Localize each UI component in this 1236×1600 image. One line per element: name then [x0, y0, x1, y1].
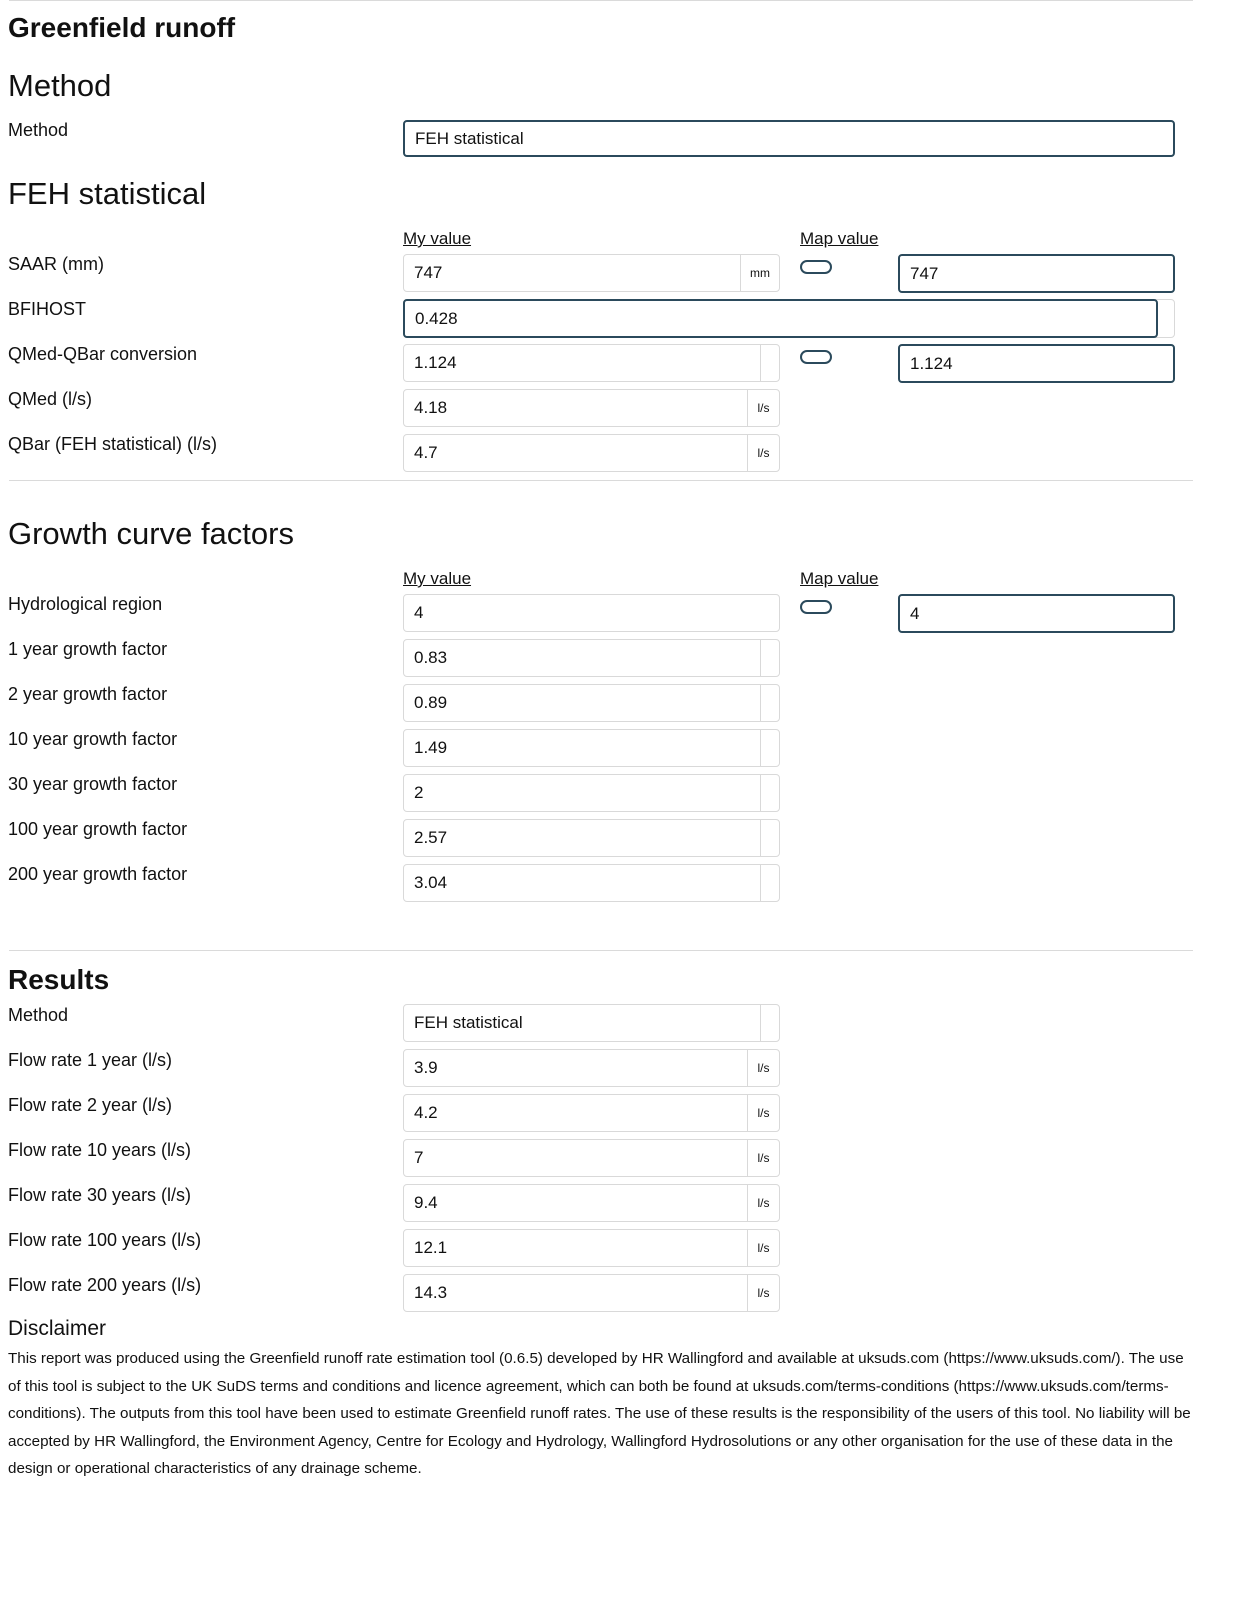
flow-rate-unit: l/s	[747, 1275, 779, 1311]
growth-label: 1 year growth factor	[8, 639, 168, 659]
growth-stub	[760, 730, 779, 766]
growth-label: 10 year growth factor	[8, 729, 178, 749]
qmed-unit: l/s	[747, 390, 779, 426]
growth-value: 0.83	[414, 648, 448, 667]
region-map-value: 4	[910, 604, 920, 623]
flow-rate-unit: l/s	[747, 1185, 779, 1221]
growth-stub	[760, 820, 779, 856]
saar-label: SAAR (mm)	[8, 254, 104, 274]
disclaimer-title: Disclaimer	[8, 1317, 107, 1340]
growth-input[interactable]	[403, 684, 780, 722]
growth-label: 30 year growth factor	[8, 774, 178, 794]
growth-stub	[760, 685, 779, 721]
saar-value: 747	[414, 263, 443, 282]
growth-my-value-header[interactable]: My value	[403, 569, 472, 588]
feh-divider	[9, 480, 1193, 481]
method-label: Method	[8, 120, 69, 140]
flow-rate-unit: l/s	[747, 1095, 779, 1131]
qmed-qbar-value: 1.124	[414, 353, 457, 372]
growth-map-value-header[interactable]: Map value	[800, 569, 879, 588]
flow-rate-unit: l/s	[747, 1050, 779, 1086]
saar-map-toggle[interactable]	[800, 260, 832, 274]
qmed-input[interactable]	[403, 389, 780, 427]
region-label: Hydrological region	[8, 594, 163, 614]
growth-input[interactable]	[403, 819, 780, 857]
saar-input[interactable]	[403, 254, 780, 292]
top-divider	[9, 0, 1193, 1]
region-input[interactable]	[403, 594, 780, 632]
flow-rate-value: 12.1	[414, 1238, 448, 1257]
flow-rate-label: Flow rate 1 year (l/s)	[8, 1050, 173, 1070]
growth-label: 100 year growth factor	[8, 819, 188, 839]
results-method-value: FEH statistical	[414, 1013, 523, 1032]
qmed-qbar-label: QMed-QBar conversion	[8, 344, 198, 364]
flow-rate-label: Flow rate 10 years (l/s)	[8, 1140, 192, 1160]
disclaimer-text: This report was produced using the Greenfield runoff rate estimation tool (0.6.5) developed by HR Wallingford and available at uksuds.com (https://www.uksuds.com/). The use of this tool is subject to the UK SuDS terms and conditions and licence agreement, which can both be found at uksuds.com/terms-conditions (https://www.uksuds.com/terms-conditions). The outputs from this tool have been used to estimate Greenfield runoff rates. The use of these results is the responsibility of the users of this tool. No liability will be accepted by HR Wallingford, the Environment Agency, Centre for Ecology and Hydrology, Wallingford Hydrosolutions or any other organisation for the use of these data in the design or operational characteristics of any drainage scheme.	[8, 1350, 1191, 1477]
method-heading: Method	[8, 68, 112, 103]
region-value: 4	[414, 603, 424, 622]
saar-map-value-field[interactable]	[898, 254, 1175, 293]
flow-rate-label: Flow rate 2 year (l/s)	[8, 1095, 173, 1115]
growth-input[interactable]	[403, 774, 780, 812]
method-select[interactable]	[403, 120, 1175, 157]
growth-divider	[9, 950, 1193, 951]
qmed-qbar-input[interactable]	[403, 344, 780, 382]
bfihost-label: BFIHOST	[8, 299, 87, 319]
growth-input[interactable]	[403, 729, 780, 767]
results-method-stub	[760, 1005, 779, 1041]
qmed-qbar-stub	[760, 345, 779, 381]
bfihost-value: 0.428	[415, 309, 458, 328]
page-title: Greenfield runoff	[8, 12, 236, 43]
growth-value: 2	[414, 783, 424, 802]
growth-input[interactable]	[403, 639, 780, 677]
flow-rate-value: 9.4	[414, 1193, 438, 1212]
results-method-label: Method	[8, 1005, 69, 1025]
method-select-value: FEH statistical	[415, 129, 524, 148]
growth-stub	[760, 640, 779, 676]
qmed-label: QMed (l/s)	[8, 389, 93, 409]
flow-rate-value: 4.2	[414, 1103, 438, 1122]
flow-rate-value: 7	[414, 1148, 424, 1167]
flow-rate-field[interactable]	[403, 1184, 780, 1222]
flow-rate-field[interactable]	[403, 1229, 780, 1267]
growth-value: 3.04	[414, 873, 448, 892]
growth-heading: Growth curve factors	[8, 516, 294, 551]
feh-heading: FEH statistical	[8, 176, 207, 211]
flow-rate-field[interactable]	[403, 1274, 780, 1312]
flow-rate-field[interactable]	[403, 1049, 780, 1087]
results-method-field[interactable]	[403, 1004, 780, 1042]
qmed-qbar-map-toggle[interactable]	[800, 350, 832, 364]
flow-rate-field[interactable]	[403, 1139, 780, 1177]
growth-value: 0.89	[414, 693, 448, 712]
growth-value: 1.49	[414, 738, 448, 757]
flow-rate-value: 14.3	[414, 1283, 448, 1302]
flow-rate-label: Flow rate 100 years (l/s)	[8, 1230, 202, 1250]
saar-unit: mm	[740, 255, 779, 291]
qmed-qbar-map-value: 1.124	[910, 354, 953, 373]
qmed-value: 4.18	[414, 398, 448, 417]
qbar-unit: l/s	[747, 435, 779, 471]
region-map-toggle[interactable]	[800, 600, 832, 614]
growth-label: 2 year growth factor	[8, 684, 168, 704]
results-heading: Results	[8, 964, 110, 995]
qbar-value: 4.7	[414, 443, 438, 462]
feh-my-value-header[interactable]: My value	[403, 229, 472, 248]
qbar-input[interactable]	[403, 434, 780, 472]
flow-rate-unit: l/s	[747, 1140, 779, 1176]
growth-value: 2.57	[414, 828, 448, 847]
growth-input[interactable]	[403, 864, 780, 902]
flow-rate-label: Flow rate 30 years (l/s)	[8, 1185, 192, 1205]
bfihost-input[interactable]	[403, 299, 1158, 338]
qmed-qbar-map-value-field[interactable]	[898, 344, 1175, 383]
flow-rate-field[interactable]	[403, 1094, 780, 1132]
flow-rate-label: Flow rate 200 years (l/s)	[8, 1275, 202, 1295]
growth-stub	[760, 865, 779, 901]
region-map-value-field[interactable]	[898, 594, 1175, 633]
growth-label: 200 year growth factor	[8, 864, 188, 884]
flow-rate-value: 3.9	[414, 1058, 438, 1077]
qbar-label: QBar (FEH statistical) (l/s)	[8, 434, 218, 454]
growth-stub	[760, 775, 779, 811]
saar-map-value: 747	[910, 264, 939, 283]
flow-rate-unit: l/s	[747, 1230, 779, 1266]
feh-map-value-header[interactable]: Map value	[800, 229, 879, 248]
